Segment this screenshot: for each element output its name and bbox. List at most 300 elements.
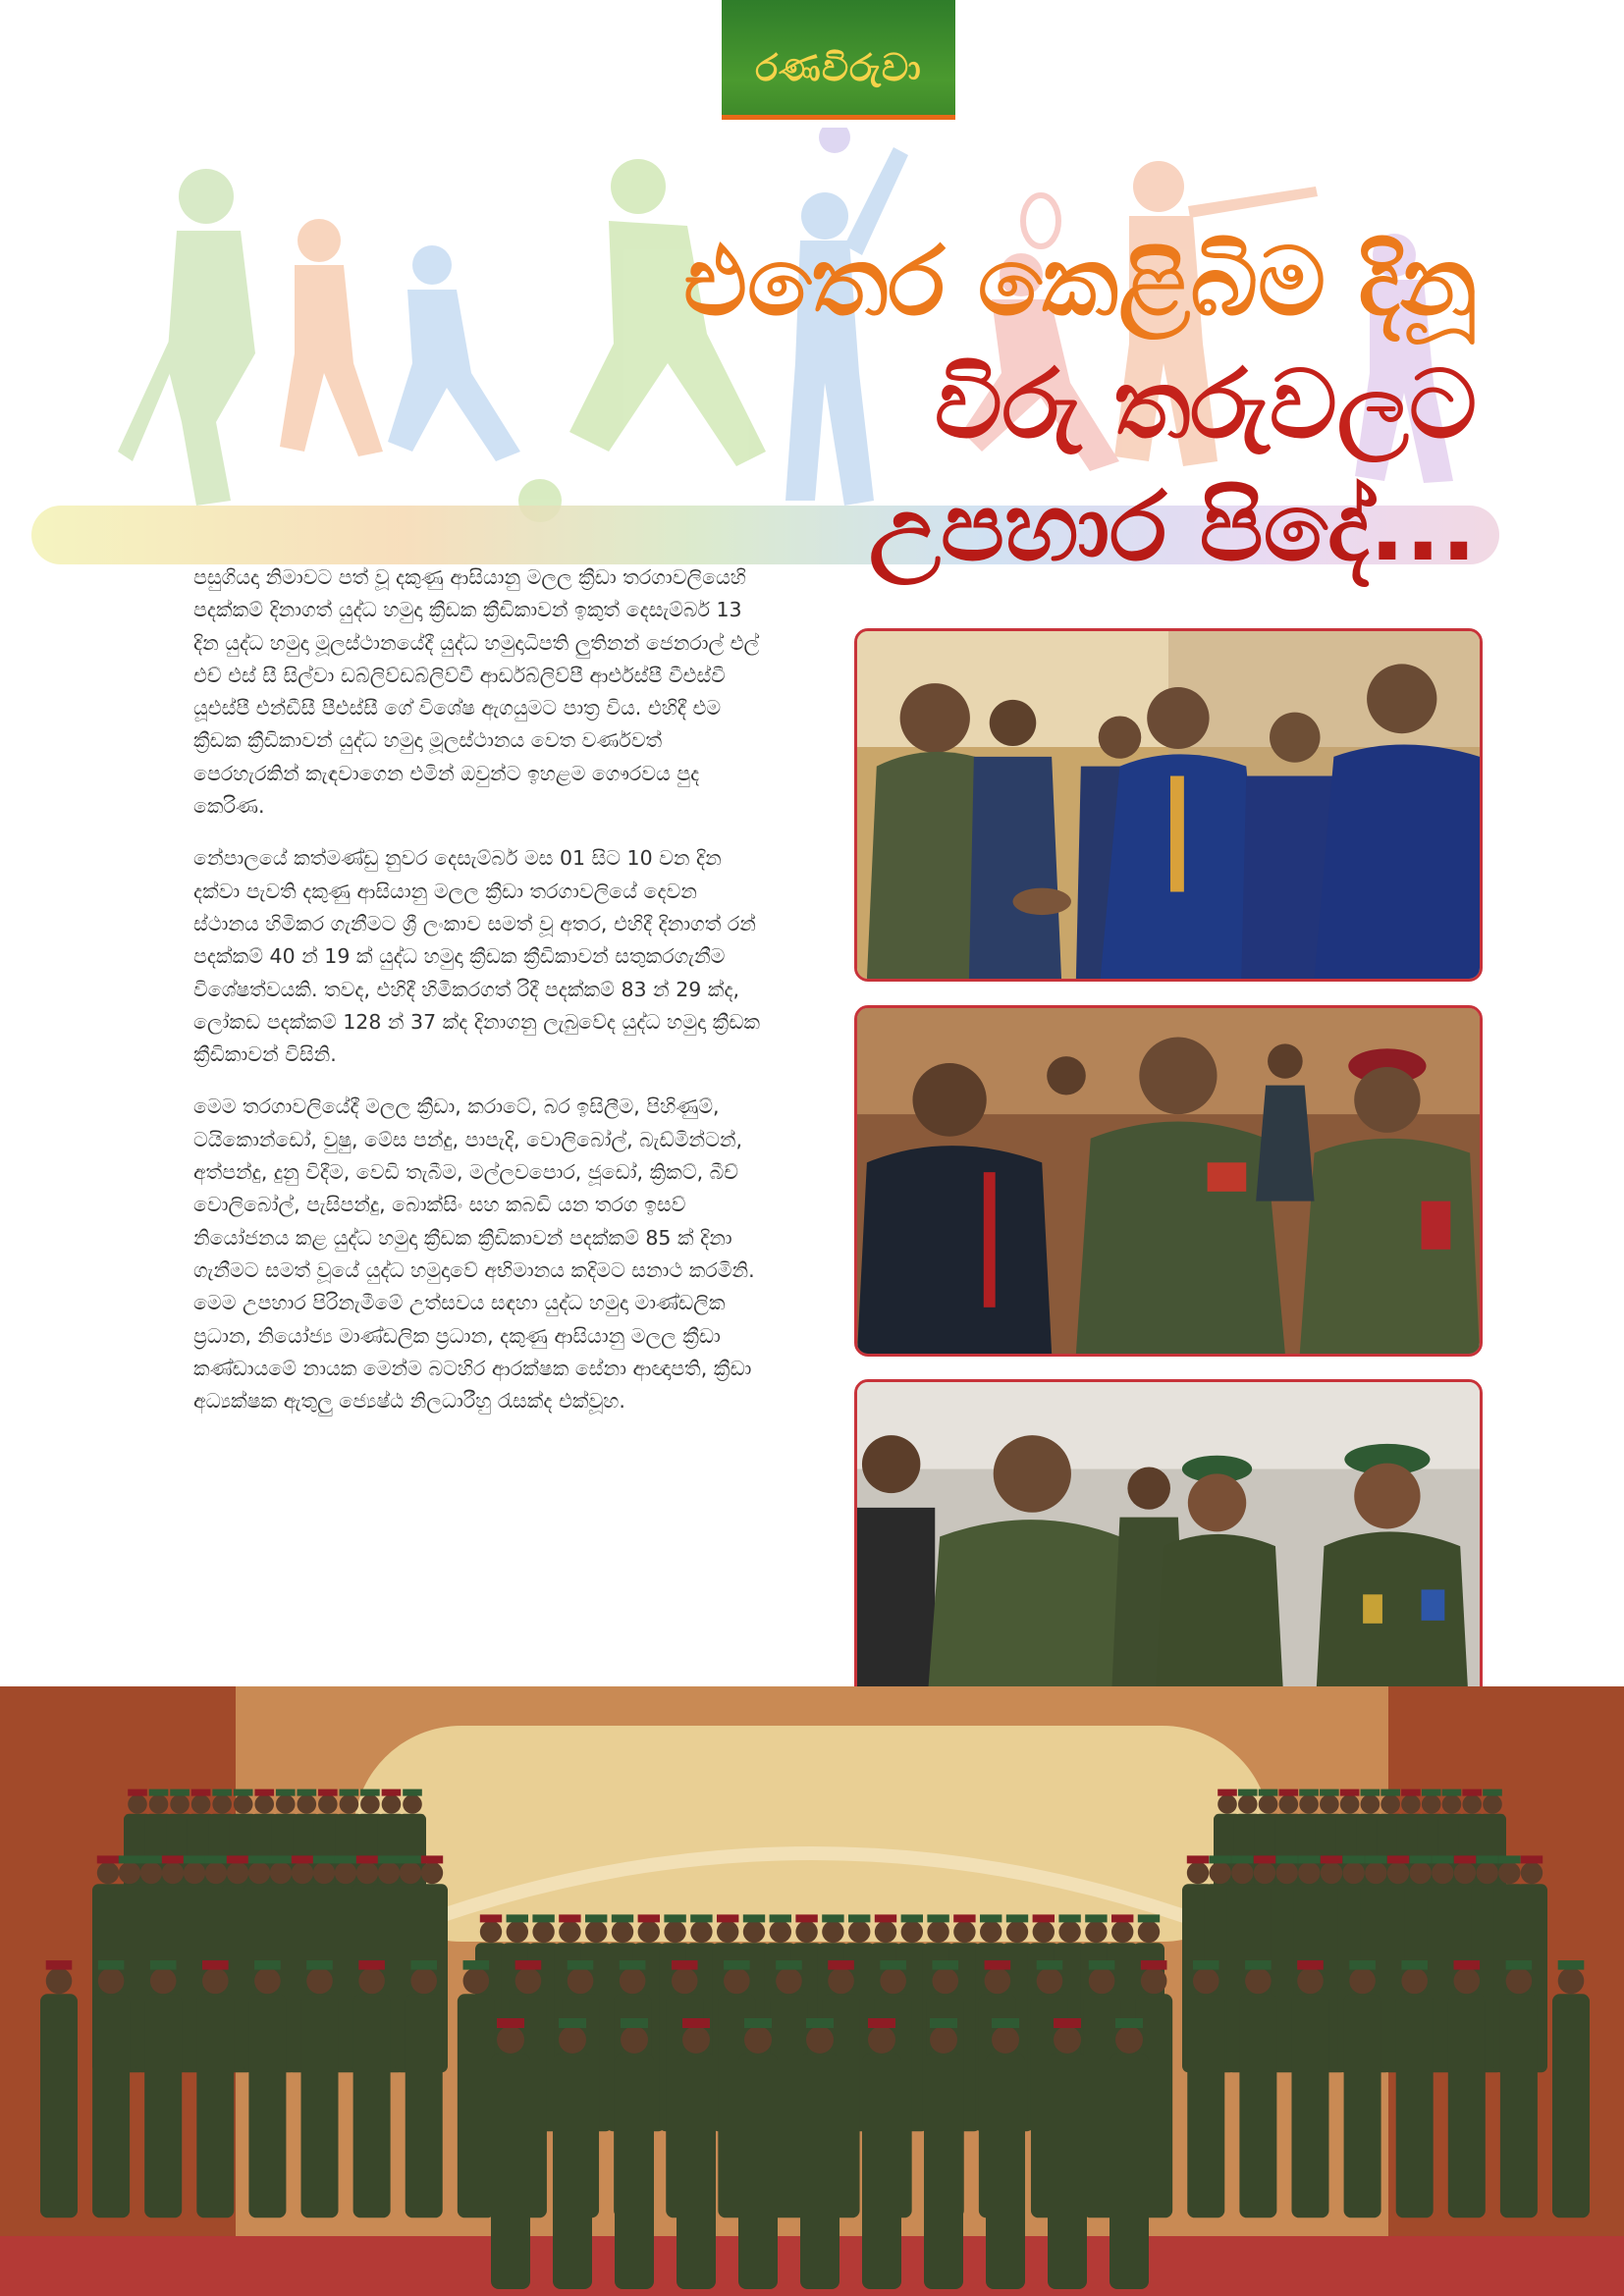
group-photo-person-cap xyxy=(901,1914,923,1922)
group-photo-person-head xyxy=(1279,1794,1299,1814)
group-photo-person-head xyxy=(119,1862,140,1884)
group-photo-person-head xyxy=(932,1968,958,1995)
group-photo-person-head xyxy=(403,1794,422,1814)
group-photo-person-head xyxy=(770,1921,791,1943)
group-photo-person-cap xyxy=(507,1914,528,1922)
group-photo-person-cap xyxy=(930,2018,957,2028)
group-photo-person-cap xyxy=(1409,1855,1431,1863)
group-photo-image xyxy=(0,1686,1624,2296)
group-photo-person-cap xyxy=(1298,1855,1320,1863)
group-photo-person-head xyxy=(507,1921,528,1943)
group-photo-person-cap xyxy=(690,1914,712,1922)
group-photo-person-head xyxy=(128,1794,147,1814)
group-photo-person-cap xyxy=(292,1855,313,1863)
group-photo-person-head xyxy=(559,1921,580,1943)
group-photo-person-body xyxy=(353,1994,391,2217)
article-paragraph-1: පසුගියදා නිමාවට පත් වූ දකුණු ආසියානු මලල ක්‍රීඩා තරගාවලියෙහි පදක්කම් දිනාගත් යුද්ධ හමුදා ක්‍රීඩක ක්‍රීඩිකාවන් ඉකුත් දෙසැම්බර් 13 දින යුද්ධ හමුදා මූලස්ථානයේදී යුද්ධ හමුදාධිපති ලුතිනන් ජෙනරාල් එල් එච් එස් සී සිල්වා ඩබ්ලිව්ඩබ්ලිව්වී ආර්ඩබ්ලිව්පී ආර්එස්පී වීඑස්වී යූඑස්පී එන්ඩීසී පීඑස්සී ගේ විශේෂ ඇගයුමට පාත්‍ර විය. එහිදී එම ක්‍රීඩක ක්‍රීඩිකාවන් යුද්ධ හමුදා මූලස්ථානය වෙත වර්ණවත් පෙරහැරකින් කැඳවාගෙන එමින් ඔවුන්ට ඉහළම ගෞරවය පුද කෙරිණ. xyxy=(193,565,760,819)
group-photo-person-cap xyxy=(1361,1789,1380,1796)
group-photo-person-body xyxy=(1448,1994,1486,2217)
group-photo-person-head xyxy=(795,1921,817,1943)
group-photo-person-cap xyxy=(1453,1960,1480,1970)
group-photo-person-head xyxy=(497,2026,524,2054)
group-photo-person-body xyxy=(1500,1994,1538,2217)
group-photo-person-cap xyxy=(1365,1855,1386,1863)
group-photo-person-body xyxy=(1291,1994,1328,2217)
group-photo-person-cap xyxy=(568,1960,594,1970)
group-photo-person-head xyxy=(1476,1862,1497,1884)
group-photo-person-head xyxy=(724,1968,750,1995)
group-photo-person-cap xyxy=(932,1960,958,1970)
group-photo-person-cap xyxy=(1193,1960,1219,1970)
group-photo-person-head xyxy=(868,2026,895,2054)
group-photo-person-head xyxy=(901,1921,923,1943)
group-photo-person-head xyxy=(1231,1862,1253,1884)
group-photo-person-cap xyxy=(318,1789,338,1796)
group-photo-person-cap xyxy=(1506,1960,1533,1970)
group-photo-person-head xyxy=(1254,1862,1275,1884)
group-photo-person-head xyxy=(532,1921,554,1943)
group-photo-person-cap xyxy=(1279,1789,1299,1796)
group-photo-person-cap xyxy=(202,1960,229,1970)
group-photo-person-body xyxy=(458,1994,495,2217)
group-photo-person-head xyxy=(150,1968,177,1995)
group-photo-person-head xyxy=(717,1921,738,1943)
masthead-badge xyxy=(722,0,955,120)
group-photo-person-cap xyxy=(1380,1789,1400,1796)
group-photo-person-head xyxy=(1209,1862,1230,1884)
group-photo-person-cap xyxy=(270,1855,292,1863)
group-photo-person-cap xyxy=(770,1914,791,1922)
group-photo-person-head xyxy=(205,1862,227,1884)
group-photo-person-cap xyxy=(1342,1855,1364,1863)
group-photo-person-head xyxy=(170,1794,189,1814)
group-photo-person-cap xyxy=(927,1914,948,1922)
group-photo-person-head xyxy=(276,1794,296,1814)
group-photo-person-cap xyxy=(1254,1855,1275,1863)
group-photo-person-cap xyxy=(1085,1914,1107,1922)
group-photo-person-head xyxy=(1037,1968,1063,1995)
group-photo-person-body xyxy=(553,2054,592,2289)
group-photo-person-cap xyxy=(254,1960,281,1970)
group-photo-person-cap xyxy=(620,1960,646,1970)
group-photo-person-head xyxy=(254,1794,274,1814)
group-photo-person-cap xyxy=(1111,1914,1133,1922)
group-photo-person-head xyxy=(270,1862,292,1884)
group-photo-person-cap xyxy=(672,1960,698,1970)
group-photo-person-head xyxy=(149,1794,169,1814)
group-photo-person-cap xyxy=(1218,1789,1237,1796)
group-photo-person-cap xyxy=(828,1960,854,1970)
group-photo-person-cap xyxy=(1209,1855,1230,1863)
group-photo-person-head xyxy=(313,1862,335,1884)
group-photo-person-cap xyxy=(1422,1789,1441,1796)
headline-line-3: උපහාර පිදේ... xyxy=(868,472,1477,582)
group-photo-person-head xyxy=(776,1968,802,1995)
group-photo-person-body xyxy=(677,2054,716,2289)
group-photo-person-head xyxy=(202,1968,229,1995)
group-photo-person-cap xyxy=(140,1855,162,1863)
group-photo-person-body xyxy=(1239,1994,1276,2217)
group-photo-person-body xyxy=(406,1994,443,2217)
group-photo-person-head xyxy=(140,1862,162,1884)
group-photo-person-cap xyxy=(162,1855,184,1863)
group-photo-person-cap xyxy=(480,1914,502,1922)
group-photo-person-cap xyxy=(1454,1855,1476,1863)
group-photo-person-head xyxy=(1349,1968,1376,1995)
group-photo-person-cap xyxy=(1558,1960,1585,1970)
group-photo-person-head xyxy=(1409,1862,1431,1884)
group-photo-person-head xyxy=(1141,1968,1167,1995)
group-photo-person-head xyxy=(880,1968,906,1995)
hiker-silhouette xyxy=(118,169,255,506)
group-photo-person-head xyxy=(638,1921,660,1943)
group-photo-person-head xyxy=(1187,1862,1209,1884)
group-photo-person-cap xyxy=(559,2018,586,2028)
group-photo-person-head xyxy=(463,1968,490,1995)
group-photo-person-head xyxy=(340,1794,359,1814)
group-photo-person-cap xyxy=(980,1914,1001,1922)
group-photo-person-head xyxy=(930,2026,957,2054)
group-photo-person-head xyxy=(822,1921,843,1943)
group-photo-person-body xyxy=(248,1994,286,2217)
photo-medal-presentation-image xyxy=(857,1008,1480,1354)
group-photo-person-cap xyxy=(868,2018,895,2028)
group-photo-person-cap xyxy=(822,1914,843,1922)
group-photo-person-head xyxy=(1361,1794,1380,1814)
group-photo-person-head xyxy=(515,1968,542,1995)
group-photo-person-cap xyxy=(191,1789,211,1796)
group-photo-person-cap xyxy=(1115,2018,1143,2028)
group-photo-person-head xyxy=(1401,1794,1421,1814)
group-photo-person-cap xyxy=(150,1960,177,1970)
group-photo-person-cap xyxy=(170,1789,189,1796)
article-paragraph-2: නේපාලයේ කත්මණ්ඩු නුවර දෙසැම්බර් මස 01 සිට 10 වන දින දක්වා පැවති දකුණු ආසියානු මලල ක්‍රීඩා තරගාවලියේ දෙවන ස්ථානය හිමිකර ගැනීමට ශ්‍රී ලංකාව සමත් වූ අතර, එහිදී දිනාගත් රන් පදක්කම් 40 න් 19 ක් යුද්ධ හමුදා ක්‍රීඩක ක්‍රීඩිකාවන් සතුකරගැනීම විශේෂත්වයකි. තවද, එහිදී හිමිකරගත් රිදී පදක්කම් 83 න් 29 ක්ද, ලෝකඩ පදක්කම් 128 න් 37 ක්ද දිනාගනු ලැබුවේද යුද්ධ හමුදා ක්‍රීඩක ක්‍රීඩිකාවන් විසිනි. xyxy=(193,846,761,1067)
group-photo-person-cap xyxy=(985,1960,1011,1970)
group-photo-person-head xyxy=(1432,1862,1453,1884)
group-photo-person-head xyxy=(1422,1794,1441,1814)
group-photo-person-head xyxy=(682,2026,710,2054)
group-photo-person-cap xyxy=(382,1789,402,1796)
group-photo-person-head xyxy=(1483,1794,1502,1814)
group-photo-person-cap xyxy=(1498,1855,1520,1863)
group-photo-person-cap xyxy=(1401,1789,1421,1796)
group-photo-person-body xyxy=(1552,1994,1590,2217)
group-photo-person-head xyxy=(585,1921,607,1943)
headline-line-2: විරු තරුවලට xyxy=(934,349,1477,459)
group-photo-person-head xyxy=(1380,1794,1400,1814)
group-photo-person-cap xyxy=(1340,1789,1360,1796)
group-photo-person-cap xyxy=(717,1914,738,1922)
group-photo-person-body xyxy=(924,2054,963,2289)
group-photo-person-head xyxy=(1506,1968,1533,1995)
group-photo-person-head xyxy=(335,1862,356,1884)
group-photo-person-head xyxy=(421,1862,443,1884)
group-photo-person-head xyxy=(97,1862,119,1884)
group-photo-person-head xyxy=(212,1794,232,1814)
group-photo-person-cap xyxy=(98,1960,125,1970)
group-photo-person-cap xyxy=(1401,1960,1428,1970)
group-photo-person-head xyxy=(306,1968,333,1995)
group-photo-person-cap xyxy=(205,1855,227,1863)
article-body xyxy=(193,561,768,1437)
group-photo-person-head xyxy=(875,1921,896,1943)
group-photo-person-cap xyxy=(1245,1960,1272,1970)
group-photo-person-body xyxy=(986,2054,1025,2289)
group-photo-person-body xyxy=(144,1994,182,2217)
group-photo-person-cap xyxy=(227,1855,248,1863)
group-photo-person-cap xyxy=(410,1960,437,1970)
group-photo-person-cap xyxy=(1006,1914,1028,1922)
group-photo-person-cap xyxy=(992,2018,1019,2028)
group-photo-person-cap xyxy=(1387,1855,1409,1863)
group-photo-person-cap xyxy=(1521,1855,1543,1863)
group-photo-person-cap xyxy=(400,1855,421,1863)
group-photo-person-cap xyxy=(46,1960,73,1970)
group-photo-person-cap xyxy=(1089,1960,1115,1970)
group-photo-person-cap xyxy=(1483,1789,1502,1796)
group-photo-person-head xyxy=(621,2026,648,2054)
jogger-silhouette xyxy=(388,245,520,461)
group-photo-person-head xyxy=(1297,1968,1324,1995)
group-photo-person-cap xyxy=(1231,1855,1253,1863)
group-photo-person-cap xyxy=(403,1789,422,1796)
group-photo-person-cap xyxy=(1238,1789,1258,1796)
group-photo-person-head xyxy=(1453,1968,1480,1995)
group-photo-person-body xyxy=(92,1994,130,2217)
group-photo-person-head xyxy=(1238,1794,1258,1814)
group-photo-person-cap xyxy=(621,2018,648,2028)
group-photo-person-cap xyxy=(743,1914,765,1922)
group-photo-person-head xyxy=(985,1968,1011,1995)
group-photo-person-cap xyxy=(806,2018,834,2028)
group-photo-person-head xyxy=(1115,2026,1143,2054)
group-photo-person-head xyxy=(46,1968,73,1995)
group-photo-person-cap xyxy=(128,1789,147,1796)
group-photo-person-head xyxy=(1275,1862,1297,1884)
group-photo-person-cap xyxy=(97,1855,119,1863)
group-photo-person-head xyxy=(191,1794,211,1814)
group-photo-person-body xyxy=(1396,1994,1434,2217)
group-photo-person-head xyxy=(690,1921,712,1943)
group-photo-person-cap xyxy=(559,1914,580,1922)
group-photo-person-cap xyxy=(306,1960,333,1970)
group-photo-person-cap xyxy=(1349,1960,1376,1970)
photo-female-soldiers-image xyxy=(857,1382,1480,1728)
group-photo-person-body xyxy=(491,2054,530,2289)
group-photo-person-head xyxy=(1111,1921,1133,1943)
group-photo-person-cap xyxy=(1259,1789,1278,1796)
group-photo-person-head xyxy=(98,1968,125,1995)
group-photo-person-head xyxy=(378,1862,400,1884)
group-photo-person-cap xyxy=(585,1914,607,1922)
group-photo-person-cap xyxy=(356,1855,378,1863)
group-photo-person-body xyxy=(1110,2054,1149,2289)
group-photo-person-head xyxy=(360,1794,380,1814)
group-photo-person-head xyxy=(298,1794,317,1814)
group-photo-person-cap xyxy=(1432,1855,1453,1863)
group-photo-person-cap xyxy=(744,2018,772,2028)
group-photo-person-head xyxy=(1401,1968,1428,1995)
group-photo-person-cap xyxy=(875,1914,896,1922)
group-photo-person-head xyxy=(400,1862,421,1884)
group-photo-person-head xyxy=(382,1794,402,1814)
group-photo-person-head xyxy=(953,1921,975,1943)
headline-line-1: එතෙර කෙළිබිම දිනූ xyxy=(683,227,1477,337)
group-photo-person-body xyxy=(862,2054,901,2289)
group-photo-person-cap xyxy=(880,1960,906,1970)
group-photo-person-cap xyxy=(421,1855,443,1863)
group-photo-person-body xyxy=(1344,1994,1381,2217)
group-photo-person-head xyxy=(620,1968,646,1995)
group-photo-person-cap xyxy=(664,1914,685,1922)
group-photo-person-head xyxy=(612,1921,633,1943)
group-photo xyxy=(0,1686,1624,2296)
group-photo-person-cap xyxy=(212,1789,232,1796)
group-photo-person-cap xyxy=(515,1960,542,1970)
group-photo-person-head xyxy=(356,1862,378,1884)
group-photo-person-cap xyxy=(1275,1855,1297,1863)
group-photo-person-cap xyxy=(234,1789,253,1796)
group-photo-person-head xyxy=(806,2026,834,2054)
group-photo-person-cap xyxy=(532,1914,554,1922)
group-photo-person-body xyxy=(40,1994,78,2217)
group-photo-person-head xyxy=(480,1921,502,1943)
group-photo-person-head xyxy=(1138,1921,1160,1943)
group-photo-person-head xyxy=(568,1968,594,1995)
group-photo-person-body xyxy=(1187,1994,1224,2217)
group-photo-person-body xyxy=(196,1994,234,2217)
group-photo-person-cap xyxy=(184,1855,205,1863)
group-photo-person-head xyxy=(848,1921,870,1943)
group-photo-person-head xyxy=(254,1968,281,1995)
group-photo-person-head xyxy=(1320,1794,1339,1814)
group-photo-person-cap xyxy=(638,1914,660,1922)
group-photo-person-head xyxy=(234,1794,253,1814)
group-photo-person-head xyxy=(980,1921,1001,1943)
group-photo-person-head xyxy=(1342,1862,1364,1884)
group-photo-person-head xyxy=(1033,1921,1055,1943)
group-photo-person-head xyxy=(828,1968,854,1995)
group-photo-person-cap xyxy=(298,1789,317,1796)
group-photo-person-head xyxy=(1462,1794,1482,1814)
group-photo-person-head xyxy=(1245,1968,1272,1995)
group-photo-person-cap xyxy=(1033,1914,1055,1922)
group-photo-person-cap xyxy=(1442,1789,1462,1796)
group-photo-person-head xyxy=(1089,1968,1115,1995)
group-photo-person-cap xyxy=(1058,1914,1080,1922)
group-photo-person-head xyxy=(358,1968,385,1995)
group-photo-person-head xyxy=(992,2026,1019,2054)
group-photo-person-cap xyxy=(1141,1960,1167,1970)
group-photo-person-cap xyxy=(1476,1855,1497,1863)
photo-handshake-image xyxy=(857,631,1480,979)
group-photo-person-cap xyxy=(360,1789,380,1796)
group-photo-person-cap xyxy=(1187,1855,1209,1863)
group-photo-person-cap xyxy=(463,1960,490,1970)
group-photo-person-cap xyxy=(276,1789,296,1796)
group-photo-person-head xyxy=(292,1862,313,1884)
photo-medal-presentation xyxy=(854,1005,1483,1357)
group-photo-person-head xyxy=(744,2026,772,2054)
group-photo-person-head xyxy=(1365,1862,1386,1884)
group-photo-person-cap xyxy=(1054,2018,1081,2028)
group-photo-person-body xyxy=(800,2054,839,2289)
group-photo-person-head xyxy=(1058,1921,1080,1943)
group-photo-person-cap xyxy=(1297,1960,1324,1970)
group-photo-person-head xyxy=(664,1921,685,1943)
group-photo-person-head xyxy=(248,1862,270,1884)
group-photo-person-cap xyxy=(848,1914,870,1922)
group-photo-person-head xyxy=(1218,1794,1237,1814)
group-photo-person-head xyxy=(1321,1862,1342,1884)
group-photo-person-head xyxy=(559,2026,586,2054)
group-photo-person-head xyxy=(410,1968,437,1995)
group-photo-person-head xyxy=(1259,1794,1278,1814)
group-photo-person-head xyxy=(184,1862,205,1884)
group-photo-person-head xyxy=(1454,1862,1476,1884)
group-photo-person-cap xyxy=(724,1960,750,1970)
group-photo-person-cap xyxy=(254,1789,274,1796)
group-photo-person-head xyxy=(1558,1968,1585,1995)
group-photo-person-head xyxy=(318,1794,338,1814)
group-photo-person-head xyxy=(1299,1794,1319,1814)
group-photo-person-head xyxy=(1521,1862,1543,1884)
group-photo-person-head xyxy=(162,1862,184,1884)
group-photo-person-cap xyxy=(149,1789,169,1796)
group-photo-person-body xyxy=(1048,2054,1087,2289)
headline xyxy=(683,221,1477,589)
article-paragraph-3: මෙම තරගාවලියේදී මලල ක්‍රීඩා, කරාටේ, බර ඉසිලීම, පිහිණුම්, ටයිකොන්ඩෝ, වුෂු, මේස පන්දු, පාපැදි, වොලිබෝල්, බැඩ්මින්ටන්, අත්පන්දු, දුනු විදීම, වෙඩි තැබීම, මල්ලවපොර, ජූඩෝ, ක්‍රිකට්, බීච් වොලිබෝල්, පැසිපන්දු, බොක්සිං සහ කබඩි යන තරග ඉසව් නියෝජනය කළ යුද්ධ හමුදා ක්‍රීඩක ක්‍රීඩිකාවන් පදක්කම් 85 ක් දිනා ගැනීමට සමත් වූයේ යුද්ධ හමුදාවේ අභිමානය කදිමට සනාථ කරමිනි. මෙම උපහාර පිරිනැමීමේ උත්සවය සඳහා යුද්ධ හමුදා මාණ්ඩලික ප්‍රධාන, නියෝජ්‍ය මාණ්ඩලික ප්‍රධාන, දකුණු ආසියානු මලල ක්‍රීඩා කණ්ඩායමේ නායක මෙන්ම බටහිර ආරක්ෂක සේනා ආඥාපති, ක්‍රීඩා අධ්‍යක්ෂක ඇතුලු ජ්‍යෙෂ්ඨ නිලධාරීහු රැසක්ද එක්වූහ. xyxy=(193,1095,755,1414)
photo-female-soldiers xyxy=(854,1379,1483,1731)
group-photo-person-head xyxy=(1006,1921,1028,1943)
group-photo-person-head xyxy=(743,1921,765,1943)
group-photo-person-cap xyxy=(497,2018,524,2028)
group-photo-person-cap xyxy=(1320,1789,1339,1796)
group-photo-person-cap xyxy=(340,1789,359,1796)
photo-handshake xyxy=(854,628,1483,982)
group-photo-person-head xyxy=(1442,1794,1462,1814)
group-photo-person-head xyxy=(672,1968,698,1995)
group-photo-person-cap xyxy=(1321,1855,1342,1863)
group-photo-person-cap xyxy=(248,1855,270,1863)
group-photo-person-cap xyxy=(313,1855,335,1863)
group-photo-person-cap xyxy=(953,1914,975,1922)
group-photo-person-cap xyxy=(1462,1789,1482,1796)
group-photo-person-head xyxy=(927,1921,948,1943)
group-photo-person-head xyxy=(1387,1862,1409,1884)
group-photo-person-body xyxy=(301,1994,339,2217)
group-photo-person-cap xyxy=(795,1914,817,1922)
masthead-label: රණවිරුවා xyxy=(755,46,922,89)
group-photo-person-cap xyxy=(612,1914,633,1922)
group-photo-person-cap xyxy=(776,1960,802,1970)
group-photo-person-head xyxy=(1054,2026,1081,2054)
group-photo-person-cap xyxy=(1138,1914,1160,1922)
group-photo-person-head xyxy=(1193,1968,1219,1995)
group-photo-person-head xyxy=(1498,1862,1520,1884)
runner-silhouette xyxy=(280,219,383,456)
group-photo-person-cap xyxy=(1037,1960,1063,1970)
group-photo-person-head xyxy=(1085,1921,1107,1943)
group-photo-person-cap xyxy=(358,1960,385,1970)
group-photo-person-body xyxy=(738,2054,778,2289)
group-photo-person-cap xyxy=(682,2018,710,2028)
group-photo-person-cap xyxy=(119,1855,140,1863)
group-photo-person-body xyxy=(615,2054,654,2289)
group-photo-person-head xyxy=(1340,1794,1360,1814)
group-photo-person-cap xyxy=(335,1855,356,1863)
group-photo-person-head xyxy=(1298,1862,1320,1884)
